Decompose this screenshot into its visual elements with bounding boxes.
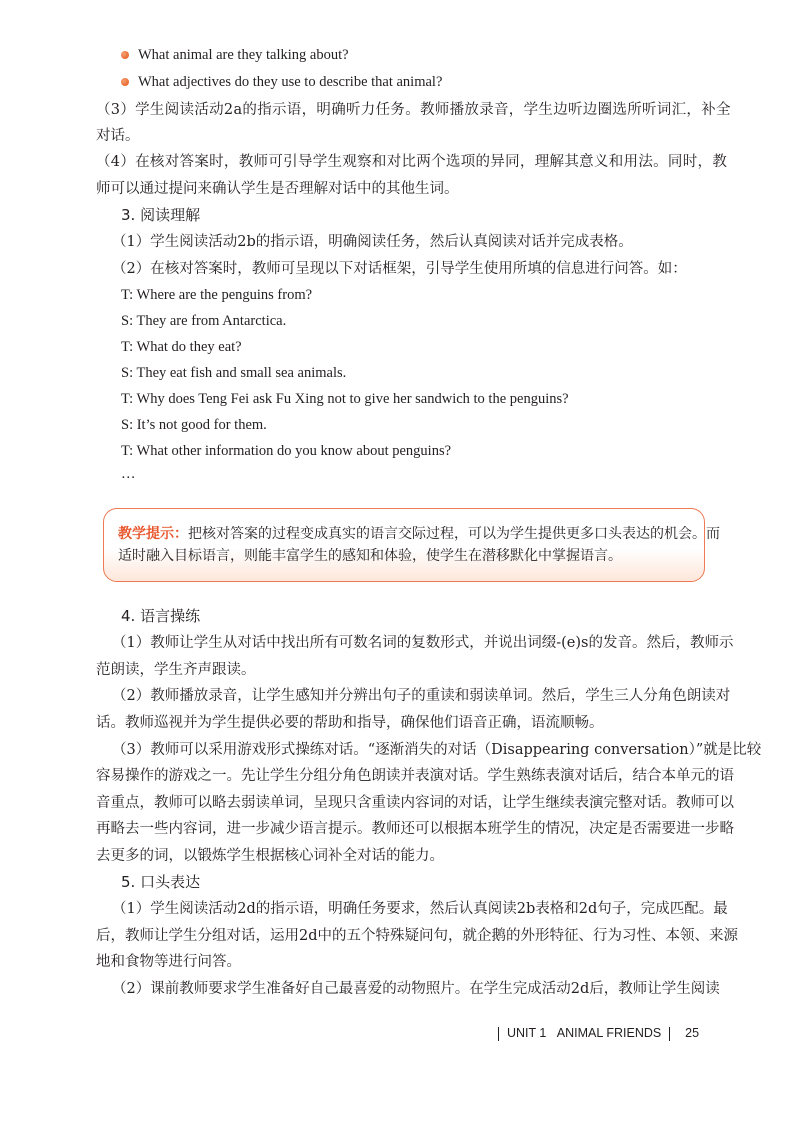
section-5-line-1: （1）学生阅读活动2d的指示语，明确任务要求，然后认真阅读2b表格和2d句子，完成匹配。最: [112, 901, 728, 917]
section-3-para-2: （2）在核对答案时，教师可呈现以下对话框架，引导学生使用所填的信息进行问答。如：: [112, 261, 687, 277]
section-4-line-7: 音重点，教师可以略去弱读单词，呈现只含重读内容词的对话，让学生继续表演完整对话。教师可以: [96, 795, 734, 811]
dialogue-line-4: S: They eat fish and small sea animals.: [121, 365, 347, 381]
section-5-line-3: 地和食物等进行问答。: [96, 954, 241, 970]
section-3-heading: 3. 阅读理解: [121, 206, 201, 224]
section-4-line-6: 容易操作的游戏之一。先让学生分组分角色朗读并表演对话。学生熟练表演对话后，结合本单元的语: [96, 768, 734, 784]
dialogue-line-5: T: Why does Teng Fei ask Fu Xing not to give her sandwich to the penguins?: [121, 391, 569, 407]
section-5-line-2: 后，教师让学生分组对话，运用2d中的五个特殊疑问句，就企鹅的外形特征、行为习性、本领、来源: [96, 928, 739, 944]
section-5-heading: 5. 口头表达: [121, 873, 201, 891]
teaching-tip-text-1: 把核对答案的过程变成真实的语言交际过程，可以为学生提供更多口头表达的机会。而: [188, 526, 720, 542]
dialogue-ellipsis: …: [121, 466, 136, 482]
footer-divider: [669, 1027, 670, 1041]
paragraph-3-line-2: 对话。: [96, 128, 140, 144]
section-4-line-1: （1）教师让学生从对话中找出所有可数名词的复数形式，并说出词缀-(e)s的发音。然后，教师示: [112, 635, 734, 651]
section-4-heading: 4. 语言操练: [121, 607, 201, 625]
page-footer: [490, 1021, 720, 1045]
section-4-line-4: 话。教师巡视并为学生提供必要的帮助和指导，确保他们语音正确，语流顺畅。: [96, 715, 604, 731]
paragraph-4-line-2: 师可以通过提问来确认学生是否理解对话中的其他生词。: [96, 181, 459, 197]
section-3-para-1: （1）学生阅读活动2b的指示语，明确阅读任务，然后认真阅读对话并完成表格。: [112, 234, 633, 250]
bullet-question-1: What animal are they talking about?: [138, 47, 349, 63]
section-4-line-2: 范朗读，学生齐声跟读。: [96, 662, 256, 678]
dialogue-line-7: T: What other information do you know about penguins?: [121, 443, 452, 459]
dialogue-line-3: T: What do they eat?: [121, 339, 242, 355]
section-4-line-3: （2）教师播放录音，让学生感知并分辨出句子的重读和弱读单词。然后，学生三人分角色朗读对: [112, 688, 731, 704]
teaching-tip-label: 教学提示：: [118, 526, 188, 542]
bullet-question-2: What adjectives do they use to describe that animal?: [138, 74, 443, 90]
footer-unit-title: ANIMAL FRIENDS: [556, 1026, 662, 1040]
teaching-tip-line-2: 适时融入目标语言，则能丰富学生的感知和体验，使学生在潜移默化中掌握语言。: [118, 548, 622, 564]
orange-bullet-icon: [121, 78, 129, 86]
section-4-line-9: 去更多的词，以锻炼学生根据核心词补全对话的能力。: [96, 848, 444, 864]
section-5-line-4: （2）课前教师要求学生准备好自己最喜爱的动物照片。在学生完成活动2d后，教师让学生阅读: [112, 981, 720, 997]
dialogue-line-2: S: They are from Antarctica.: [121, 313, 287, 329]
section-4-line-5: （3）教师可以采用游戏形式操练对话。“逐渐消失的对话（Disappearing conversation）”就是比较: [112, 742, 762, 758]
orange-bullet-icon: [121, 51, 129, 59]
teaching-tip-line-1: [118, 524, 720, 544]
dialogue-line-6: S: It’s not good for them.: [121, 417, 267, 433]
footer-unit: UNIT 1: [507, 1026, 547, 1040]
teaching-tip-box: [103, 508, 705, 582]
page-number: 25: [685, 1026, 700, 1040]
paragraph-3-line-1: （3）学生阅读活动2a的指示语，明确听力任务。教师播放录音，学生边听边圈选所听词汇，补全: [96, 102, 731, 118]
dialogue-line-1: T: Where are the penguins from?: [121, 287, 313, 303]
paragraph-4-line-1: （4）在核对答案时，教师可引导学生观察和对比两个选项的异同，理解其意义和用法。同时，教: [96, 154, 728, 170]
footer-divider: [498, 1027, 499, 1041]
section-4-line-8: 再略去一些内容词，进一步减少语言提示。教师还可以根据本班学生的情况，决定是否需要进一步略: [96, 821, 734, 837]
